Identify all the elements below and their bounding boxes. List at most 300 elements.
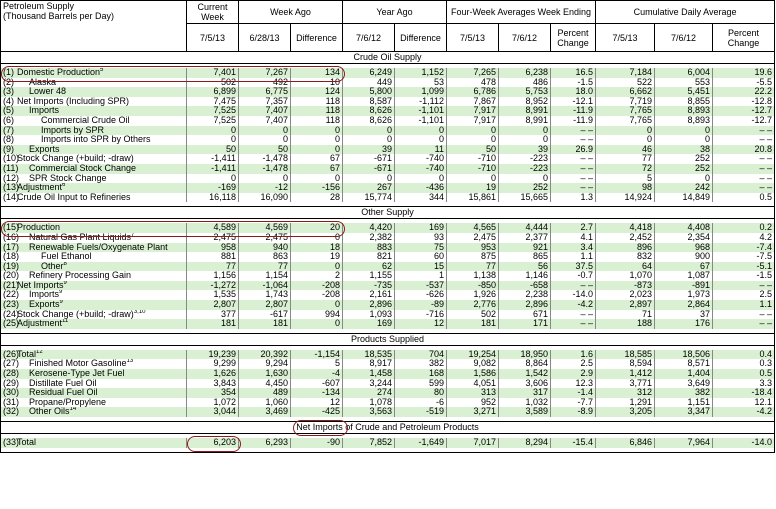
cell-value: 0 xyxy=(447,174,499,184)
cell-value: 6,846 xyxy=(596,438,655,448)
cell-value: 313 xyxy=(447,388,499,398)
cell-value: 2,475 xyxy=(447,233,499,243)
cell-value: 3,271 xyxy=(447,407,499,417)
row-label xyxy=(1,116,187,126)
header-current-week: Current Week xyxy=(187,1,239,24)
table-row xyxy=(1,407,775,417)
cell-value: 2.7 xyxy=(551,223,596,233)
cell-value: 1,099 xyxy=(395,87,447,97)
cell-value: 1,412 xyxy=(596,369,655,379)
cell-value: 354 xyxy=(187,388,239,398)
cell-value: 8,571 xyxy=(655,359,713,369)
cell-value: 37.5 xyxy=(551,262,596,272)
cell-value: 2,807 xyxy=(187,300,239,310)
cell-value: 16.5 xyxy=(551,68,596,78)
row-number: (17) xyxy=(3,242,20,252)
cell-value: 75 xyxy=(395,243,447,253)
cell-value: – – xyxy=(713,281,775,291)
row-label-text: Exports xyxy=(29,300,60,310)
cell-value: – – xyxy=(551,174,596,184)
row-label xyxy=(1,262,187,272)
cell-value: 1,072 xyxy=(187,398,239,408)
row-number: (33) xyxy=(3,438,20,447)
cell-value: -134 xyxy=(291,388,343,398)
row-number: (30) xyxy=(3,388,20,398)
cell-value: -735 xyxy=(343,281,395,291)
cell-value: – – xyxy=(713,319,775,329)
cell-value: 7,525 xyxy=(187,116,239,126)
cell-value: 2,897 xyxy=(596,300,655,310)
cell-value: 0 xyxy=(596,135,655,145)
cell-value: 0 xyxy=(655,126,713,136)
cell-value: -12.8 xyxy=(713,97,775,107)
cell-value: -12.1 xyxy=(551,97,596,107)
cell-value: 6,662 xyxy=(596,87,655,97)
cell-value: 1,032 xyxy=(499,398,551,408)
cell-value: 4,569 xyxy=(239,223,291,233)
footnote-ref: 3,10 xyxy=(133,309,146,315)
cell-value: 20 xyxy=(291,223,343,233)
table-row xyxy=(1,398,775,408)
cell-value: 77 xyxy=(447,262,499,272)
table-row xyxy=(1,252,775,262)
cell-value: 9,299 xyxy=(187,359,239,369)
cell-value: 3,589 xyxy=(499,407,551,417)
row-label-text: Fuel Ethanol xyxy=(41,252,92,262)
cell-value: 50 xyxy=(447,145,499,155)
cell-value: 20,392 xyxy=(239,350,291,360)
row-label xyxy=(1,97,187,107)
row-label xyxy=(1,174,187,184)
cell-value: 2,896 xyxy=(499,300,551,310)
table-row xyxy=(1,68,775,78)
cell-value: 502 xyxy=(447,310,499,320)
cell-value: 19,239 xyxy=(187,350,239,360)
cell-value: 50 xyxy=(239,145,291,155)
cell-value: 18,506 xyxy=(655,350,713,360)
row-label-text: Propane/Propylene xyxy=(29,397,107,407)
footnote-ref: 9 xyxy=(59,300,63,306)
table-row xyxy=(1,106,775,116)
cell-value: 875 xyxy=(447,252,499,262)
cell-value: -1.5 xyxy=(713,271,775,281)
table-row xyxy=(1,154,775,164)
cell-value: 171 xyxy=(499,319,551,329)
cell-value: 502 xyxy=(187,78,239,88)
cell-value: 1,542 xyxy=(499,369,551,379)
row-label xyxy=(1,300,187,310)
row-number: (9) xyxy=(3,144,14,154)
row-label xyxy=(1,183,187,193)
cell-value: 8,952 xyxy=(499,97,551,107)
cell-value: 4,420 xyxy=(343,223,395,233)
row-label-text: Domestic Production xyxy=(17,68,101,77)
cell-value: 1,973 xyxy=(655,290,713,300)
cell-value: 940 xyxy=(239,243,291,253)
cell-value: -850 xyxy=(447,281,499,291)
cell-value: 8,294 xyxy=(499,438,551,448)
cell-value: 994 xyxy=(291,310,343,320)
cell-value: -710 xyxy=(447,164,499,174)
cell-value: 1.1 xyxy=(551,252,596,262)
cell-value: 921 xyxy=(499,243,551,253)
table-row xyxy=(1,359,775,369)
subheader-col-1: 6/28/13 xyxy=(239,24,291,52)
section-title: Products Supplied xyxy=(1,333,775,345)
row-label xyxy=(1,243,187,253)
table-row xyxy=(1,369,775,379)
cell-value: 15,861 xyxy=(447,193,499,203)
table-row xyxy=(1,271,775,281)
cell-value: 0 xyxy=(655,135,713,145)
subheader-col-9: 7/6/12 xyxy=(655,24,713,52)
cell-value: 2,354 xyxy=(655,233,713,243)
cell-value: 486 xyxy=(499,78,551,88)
row-number: (29) xyxy=(3,378,20,388)
cell-value: 6,899 xyxy=(187,87,239,97)
cell-value: 10 xyxy=(291,78,343,88)
table-row xyxy=(1,78,775,88)
cell-value: 968 xyxy=(655,243,713,253)
table-row xyxy=(1,379,775,389)
cell-value: 19 xyxy=(447,183,499,193)
cell-value: 1,138 xyxy=(447,271,499,281)
cell-value: 18,950 xyxy=(499,350,551,360)
row-label xyxy=(1,350,187,360)
cell-value: -873 xyxy=(596,281,655,291)
cell-value: 6,203 xyxy=(187,438,239,448)
row-label-text: Natural Gas Plant Liquids xyxy=(29,232,132,242)
cell-value: 124 xyxy=(291,87,343,97)
cell-value: 883 xyxy=(343,243,395,253)
cell-value: 952 xyxy=(447,398,499,408)
row-label-text: Imports xyxy=(29,106,60,116)
cell-value: -5.1 xyxy=(713,262,775,272)
cell-value: 7,407 xyxy=(239,106,291,116)
cell-value: 67 xyxy=(655,262,713,272)
cell-value: 1,151 xyxy=(655,398,713,408)
cell-value: -1,478 xyxy=(239,164,291,174)
row-label-text: Finished Motor Gasoline xyxy=(29,359,127,369)
row-number: (1) xyxy=(3,68,14,77)
cell-value: 12.1 xyxy=(713,398,775,408)
row-number: (18) xyxy=(3,252,20,262)
cell-value: 0 xyxy=(655,174,713,184)
cell-value: 7,475 xyxy=(187,97,239,107)
cell-value: 382 xyxy=(395,359,447,369)
row-label-text: Production xyxy=(17,223,61,233)
cell-value: 449 xyxy=(343,78,395,88)
cell-value: 77 xyxy=(187,262,239,272)
cell-value: 77 xyxy=(239,262,291,272)
table-row xyxy=(1,300,775,310)
cell-value: 181 xyxy=(447,319,499,329)
cell-value: – – xyxy=(713,135,775,145)
row-label-text: Net Imports xyxy=(17,280,64,290)
section-title-rest: of Crude and Petroleum Products xyxy=(342,422,479,432)
row-label xyxy=(1,78,187,88)
table-row xyxy=(1,281,775,291)
cell-value: 312 xyxy=(596,388,655,398)
cell-value: 7,407 xyxy=(239,116,291,126)
cell-value: 0 xyxy=(395,126,447,136)
cell-value: -89 xyxy=(395,300,447,310)
row-label-text: Total xyxy=(17,438,37,447)
cell-value: 0 xyxy=(499,174,551,184)
cell-value: 4,051 xyxy=(447,379,499,389)
table-row xyxy=(1,388,775,398)
cell-value: -1,649 xyxy=(395,438,447,448)
cell-value: 953 xyxy=(447,243,499,253)
cell-value: 3,843 xyxy=(187,379,239,389)
table-row xyxy=(1,126,775,136)
row-number: (16) xyxy=(3,232,20,242)
row-label-text: SPR Stock Change xyxy=(29,173,107,183)
cell-value: 181 xyxy=(187,319,239,329)
table-row xyxy=(1,164,775,174)
cell-value: 64 xyxy=(596,262,655,272)
cell-value: 0 xyxy=(291,174,343,184)
row-label xyxy=(1,252,187,262)
cell-value: 2,382 xyxy=(343,233,395,243)
cell-value: 3,563 xyxy=(343,407,395,417)
cell-value: 77 xyxy=(596,154,655,164)
section-title: Crude Oil Supply xyxy=(1,52,775,64)
cell-value: 1,093 xyxy=(343,310,395,320)
cell-value: 0.2 xyxy=(713,223,775,233)
cell-value: 382 xyxy=(655,388,713,398)
header-four-week: Four-Week Averages Week Ending xyxy=(447,1,596,24)
cell-value: 0 xyxy=(291,262,343,272)
cell-value: 1,535 xyxy=(187,290,239,300)
row-label xyxy=(1,379,187,389)
cell-value: 1,743 xyxy=(239,290,291,300)
cell-value: 18 xyxy=(291,243,343,253)
table-row xyxy=(1,233,775,243)
header-cumulative: Cumulative Daily Average xyxy=(596,1,775,24)
cell-value: – – xyxy=(713,183,775,193)
cell-value: 12.3 xyxy=(551,379,596,389)
cell-value: -223 xyxy=(499,154,551,164)
table-row xyxy=(1,174,775,184)
cell-value: 46 xyxy=(596,145,655,155)
cell-value: 19.6 xyxy=(713,68,775,78)
table-row xyxy=(1,262,775,272)
cell-value: 8,626 xyxy=(343,106,395,116)
row-number: (8) xyxy=(3,135,14,145)
cell-value: – – xyxy=(551,164,596,174)
table-row xyxy=(1,87,775,97)
cell-value: 1 xyxy=(395,271,447,281)
section-title xyxy=(1,422,775,434)
row-number: (14) xyxy=(3,192,20,202)
cell-value: 881 xyxy=(187,252,239,262)
cell-value: -671 xyxy=(343,164,395,174)
row-label xyxy=(1,68,187,78)
subheader-col-3: 7/6/12 xyxy=(343,24,395,52)
cell-value: -7.5 xyxy=(713,252,775,262)
row-number: (23) xyxy=(3,300,20,310)
cell-value: -1,101 xyxy=(395,106,447,116)
table-row xyxy=(1,145,775,155)
cell-value: 15 xyxy=(395,262,447,272)
title-line-2: (Thousand Barrels per Day) xyxy=(3,11,115,21)
cell-value: 2,807 xyxy=(239,300,291,310)
cell-value: 0 xyxy=(343,135,395,145)
cell-value: -519 xyxy=(395,407,447,417)
cell-value: -425 xyxy=(291,407,343,417)
cell-value: 5 xyxy=(596,174,655,184)
row-label-text: Lower 48 xyxy=(29,87,67,97)
cell-value: 67 xyxy=(291,154,343,164)
cell-value: – – xyxy=(713,174,775,184)
row-label xyxy=(1,87,187,97)
row-number: (10) xyxy=(3,154,20,164)
cell-value: 8,587 xyxy=(343,97,395,107)
footnote-ref: 12 xyxy=(36,349,43,355)
row-number: (11) xyxy=(3,163,19,173)
cell-value: 0 xyxy=(187,126,239,136)
cell-value: – – xyxy=(713,154,775,164)
cell-value: 2.5 xyxy=(713,290,775,300)
table-row xyxy=(1,310,775,320)
cell-value: – – xyxy=(551,154,596,164)
row-number: (13) xyxy=(3,183,20,193)
cell-value: 16,118 xyxy=(187,193,239,203)
cell-value: -156 xyxy=(291,183,343,193)
cell-value: – – xyxy=(551,126,596,136)
cell-value: 1.1 xyxy=(713,300,775,310)
cell-value: 0 xyxy=(395,135,447,145)
row-label-text: Distillate Fuel Oil xyxy=(29,378,97,388)
cell-value: -223 xyxy=(499,164,551,174)
row-label xyxy=(1,407,187,417)
cell-value: 7,357 xyxy=(239,97,291,107)
row-number: (28) xyxy=(3,369,20,379)
row-number: (5) xyxy=(3,106,14,116)
cell-value: -617 xyxy=(239,310,291,320)
footnote-ref: 5 xyxy=(100,68,104,73)
cell-value: 5 xyxy=(291,359,343,369)
cell-value: 18,585 xyxy=(596,350,655,360)
cell-value: 0 xyxy=(239,135,291,145)
cell-value: 15,774 xyxy=(343,193,395,203)
subheader-col-10: Percent Change xyxy=(713,24,775,52)
cell-value: -1,411 xyxy=(187,164,239,174)
cell-value: 1,586 xyxy=(447,369,499,379)
cell-value: 28 xyxy=(291,193,343,203)
cell-value: 39 xyxy=(499,145,551,155)
cell-value: 1,404 xyxy=(655,369,713,379)
cell-value: 704 xyxy=(395,350,447,360)
table-row xyxy=(1,438,775,448)
row-label xyxy=(1,398,187,408)
cell-value: 80 xyxy=(395,388,447,398)
cell-value: 1,156 xyxy=(187,271,239,281)
cell-value: -12.7 xyxy=(713,106,775,116)
cell-value: 1,458 xyxy=(343,369,395,379)
row-number: (26) xyxy=(3,349,20,359)
cell-value: 7,765 xyxy=(596,106,655,116)
row-number: (6) xyxy=(3,115,14,125)
row-number: (25) xyxy=(3,319,20,329)
cell-value: -7.4 xyxy=(713,243,775,253)
cell-value: 0 xyxy=(447,126,499,136)
row-number: (20) xyxy=(3,271,20,281)
cell-value: 832 xyxy=(596,252,655,262)
cell-value: 5,800 xyxy=(343,87,395,97)
cell-value: 7,917 xyxy=(447,116,499,126)
subheader-col-2: Difference xyxy=(291,24,343,52)
cell-value: – – xyxy=(551,135,596,145)
cell-value: 821 xyxy=(343,252,395,262)
cell-value: -658 xyxy=(499,281,551,291)
cell-value: 2,452 xyxy=(596,233,655,243)
row-number: (24) xyxy=(3,309,20,319)
row-label-text: Imports xyxy=(29,290,60,300)
table-row xyxy=(1,290,775,300)
cell-value: 492 xyxy=(239,78,291,88)
cell-value: – – xyxy=(551,310,596,320)
row-label-text: Commercial Stock Change xyxy=(29,163,137,173)
cell-value: 98 xyxy=(596,183,655,193)
cell-value: 6,249 xyxy=(343,68,395,78)
cell-value: 2,475 xyxy=(239,233,291,243)
cell-value: 267 xyxy=(343,183,395,193)
cell-value: – – xyxy=(713,126,775,136)
row-label-text: Alaska xyxy=(29,77,57,87)
row-label xyxy=(1,290,187,300)
cell-value: 7,852 xyxy=(343,438,395,448)
cell-value: -1,272 xyxy=(187,281,239,291)
cell-value: 26.9 xyxy=(551,145,596,155)
row-number: (3) xyxy=(3,87,14,97)
cell-value: 8,864 xyxy=(499,359,551,369)
cell-value: 1,155 xyxy=(343,271,395,281)
row-number: (19) xyxy=(3,261,20,271)
cell-value: 56 xyxy=(499,262,551,272)
cell-value: 4,408 xyxy=(655,223,713,233)
section-title-net-imports: Net Imports xyxy=(296,422,343,432)
cell-value: 478 xyxy=(447,78,499,88)
cell-value: -208 xyxy=(291,290,343,300)
cell-value: -1,411 xyxy=(187,154,239,164)
cell-value: -1,101 xyxy=(395,116,447,126)
row-label xyxy=(1,106,187,116)
footnote-ref: 11 xyxy=(62,319,69,325)
cell-value: 0 xyxy=(447,135,499,145)
row-label-text: Refinery Processing Gain xyxy=(29,271,132,281)
row-label xyxy=(1,135,187,145)
row-label xyxy=(1,154,187,164)
row-label-text: Crude Oil Input to Refineries xyxy=(17,192,131,202)
cell-value: 7,964 xyxy=(655,438,713,448)
row-label xyxy=(1,193,187,203)
cell-value: 0 xyxy=(291,319,343,329)
subheader-col-8: 7/5/13 xyxy=(596,24,655,52)
cell-value: 168 xyxy=(395,369,447,379)
row-label-text: Adjustment xyxy=(17,319,63,329)
cell-value: 863 xyxy=(239,252,291,262)
cell-value: 5,753 xyxy=(499,87,551,97)
cell-value: 0 xyxy=(343,126,395,136)
cell-value: 2.5 xyxy=(551,359,596,369)
cell-value: 6,004 xyxy=(655,68,713,78)
table-row xyxy=(1,319,775,329)
cell-value: 522 xyxy=(596,78,655,88)
cell-value: 20.8 xyxy=(713,145,775,155)
cell-value: 0.4 xyxy=(713,350,775,360)
